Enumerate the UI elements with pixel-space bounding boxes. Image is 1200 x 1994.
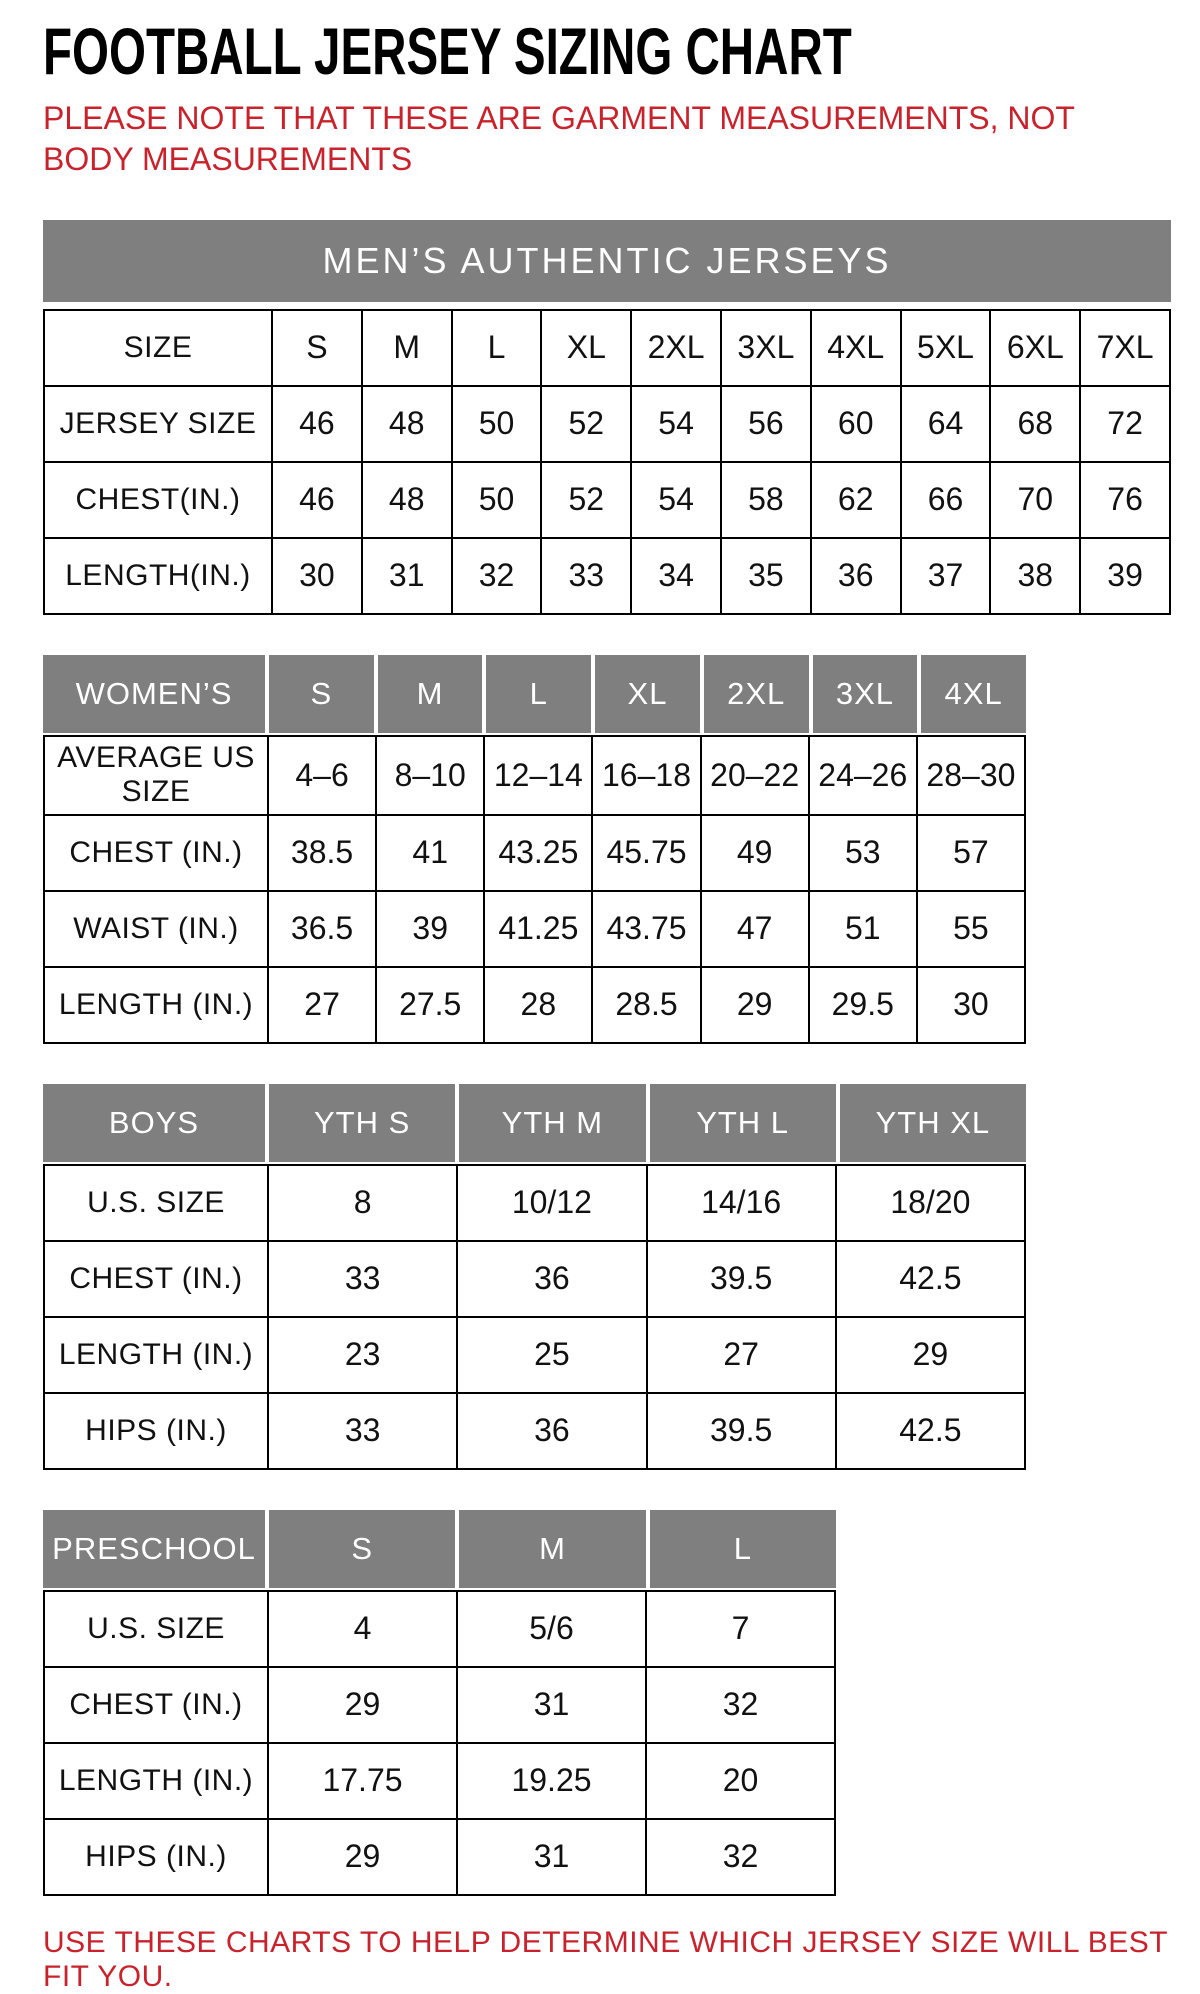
womens-header-cell: 2XL — [704, 655, 809, 733]
boys-header-row — [43, 1084, 1026, 1162]
womens-sizing-table — [43, 655, 1026, 1044]
mens-cell: 3XL — [722, 311, 810, 385]
mens-cell: 33 — [542, 539, 630, 613]
mens-cell: 62 — [812, 463, 900, 537]
preschool-row-label: LENGTH (IN.) — [45, 1744, 267, 1818]
womens-cell: 38.5 — [269, 816, 375, 890]
womens-header-cell: XL — [595, 655, 700, 733]
boys-row-label: LENGTH (IN.) — [45, 1318, 267, 1392]
mens-cell: 39 — [1081, 539, 1169, 613]
boys-cell: 18/20 — [837, 1166, 1024, 1240]
preschool-cell: 20 — [647, 1744, 834, 1818]
preschool-row-label: HIPS (IN.) — [45, 1820, 267, 1894]
womens-cell: 47 — [702, 892, 808, 966]
womens-cell: 29 — [702, 968, 808, 1042]
womens-cell: 28–30 — [918, 737, 1024, 814]
page-title: FOOTBALL JERSEY SIZING CHART — [43, 14, 852, 88]
preschool-header-cell: M — [459, 1510, 645, 1588]
womens-cell: 29.5 — [810, 968, 916, 1042]
mens-cell: 5XL — [902, 311, 990, 385]
boys-cell: 42.5 — [837, 1394, 1024, 1468]
preschool-cell: 19.25 — [458, 1744, 645, 1818]
womens-row-label: CHEST (IN.) — [45, 816, 267, 890]
mens-cell: 50 — [453, 463, 541, 537]
womens-header-row — [43, 655, 1026, 733]
womens-cell: 43.25 — [485, 816, 591, 890]
preschool-row-label: U.S. SIZE — [45, 1592, 267, 1666]
preschool-cell: 29 — [269, 1668, 456, 1742]
preschool-cell: 29 — [269, 1820, 456, 1894]
boys-row-label: U.S. SIZE — [45, 1166, 267, 1240]
preschool-cell: 17.75 — [269, 1744, 456, 1818]
preschool-cell: 32 — [647, 1820, 834, 1894]
womens-cell: 27.5 — [377, 968, 483, 1042]
womens-cell: 41 — [377, 816, 483, 890]
mens-cell: 48 — [363, 463, 451, 537]
mens-cell: 46 — [273, 387, 361, 461]
mens-cell: 52 — [542, 387, 630, 461]
womens-cell: 28.5 — [593, 968, 699, 1042]
preschool-cell: 4 — [269, 1592, 456, 1666]
boys-sizing-table — [43, 1084, 1026, 1470]
preschool-header-cell: L — [650, 1510, 836, 1588]
mens-cell: 37 — [902, 539, 990, 613]
mens-cell: 46 — [273, 463, 361, 537]
mens-row-label: JERSEY SIZE — [45, 387, 271, 461]
womens-cell: 36.5 — [269, 892, 375, 966]
womens-cell: 51 — [810, 892, 916, 966]
boys-cell: 33 — [269, 1394, 456, 1468]
womens-cell: 30 — [918, 968, 1024, 1042]
mens-cell: 36 — [812, 539, 900, 613]
boys-header-cell: YTH L — [650, 1084, 836, 1162]
footer-note: USE THESE CHARTS TO HELP DETERMINE WHICH JERSEY SIZE WILL BEST FIT YOU. — [43, 1925, 1168, 1993]
mens-row-label: CHEST(IN.) — [45, 463, 271, 537]
womens-cell: 55 — [918, 892, 1024, 966]
preschool-cell: 32 — [647, 1668, 834, 1742]
womens-cell: 39 — [377, 892, 483, 966]
mens-cell: 50 — [453, 387, 541, 461]
womens-cell: 27 — [269, 968, 375, 1042]
womens-cell: 8–10 — [377, 737, 483, 814]
mens-row-label: SIZE — [45, 311, 271, 385]
boys-cell: 27 — [648, 1318, 835, 1392]
mens-cell: 32 — [453, 539, 541, 613]
mens-cell: M — [363, 311, 451, 385]
mens-cell: 58 — [722, 463, 810, 537]
boys-cell: 14/16 — [648, 1166, 835, 1240]
preschool-cell: 31 — [458, 1668, 645, 1742]
boys-cell: 39.5 — [648, 1242, 835, 1316]
mens-cell: 30 — [273, 539, 361, 613]
measurement-note: PLEASE NOTE THAT THESE ARE GARMENT MEASUREMENTS, NOT BODY MEASUREMENTS — [43, 100, 1075, 177]
mens-banner: MEN’S AUTHENTIC JERSEYS — [43, 220, 1171, 302]
mens-cell: L — [453, 311, 541, 385]
womens-cell: 45.75 — [593, 816, 699, 890]
boys-cell: 29 — [837, 1318, 1024, 1392]
boys-cell: 8 — [269, 1166, 456, 1240]
mens-cell: 34 — [632, 539, 720, 613]
mens-cell: S — [273, 311, 361, 385]
boys-cell: 39.5 — [648, 1394, 835, 1468]
womens-cell: 4–6 — [269, 737, 375, 814]
mens-cell: 38 — [991, 539, 1079, 613]
womens-cell: 16–18 — [593, 737, 699, 814]
mens-cell: 2XL — [632, 311, 720, 385]
mens-authentic-jerseys-table — [43, 220, 1171, 615]
womens-cell: 12–14 — [485, 737, 591, 814]
mens-cell: 54 — [632, 387, 720, 461]
boys-cell: 36 — [458, 1394, 645, 1468]
womens-row-label: LENGTH (IN.) — [45, 968, 267, 1042]
womens-header-cell: 3XL — [813, 655, 918, 733]
boys-header-cell: YTH S — [269, 1084, 455, 1162]
womens-row-label: AVERAGE US SIZE — [45, 737, 267, 814]
womens-header-cell: M — [378, 655, 483, 733]
womens-header-label: WOMEN’S — [43, 655, 265, 733]
womens-cell: 41.25 — [485, 892, 591, 966]
womens-cell: 57 — [918, 816, 1024, 890]
boys-row-label: HIPS (IN.) — [45, 1394, 267, 1468]
womens-cell: 28 — [485, 968, 591, 1042]
mens-cell: 7XL — [1081, 311, 1169, 385]
mens-cell: 60 — [812, 387, 900, 461]
womens-cell: 43.75 — [593, 892, 699, 966]
womens-cell: 53 — [810, 816, 916, 890]
boys-cell: 33 — [269, 1242, 456, 1316]
boys-row-label: CHEST (IN.) — [45, 1242, 267, 1316]
womens-cell: 24–26 — [810, 737, 916, 814]
mens-cell: 48 — [363, 387, 451, 461]
mens-cell: 64 — [902, 387, 990, 461]
womens-header-cell: L — [486, 655, 591, 733]
boys-body — [43, 1164, 1026, 1470]
mens-cell: 70 — [991, 463, 1079, 537]
boys-header-label: BOYS — [43, 1084, 265, 1162]
boys-cell: 10/12 — [458, 1166, 645, 1240]
boys-header-cell: YTH XL — [840, 1084, 1026, 1162]
preschool-header-cell: S — [269, 1510, 455, 1588]
boys-cell: 42.5 — [837, 1242, 1024, 1316]
womens-cell: 20–22 — [702, 737, 808, 814]
mens-cell: 52 — [542, 463, 630, 537]
mens-cell: 35 — [722, 539, 810, 613]
mens-cell: XL — [542, 311, 630, 385]
womens-header-cell: 4XL — [921, 655, 1026, 733]
womens-cell: 49 — [702, 816, 808, 890]
preschool-cell: 31 — [458, 1820, 645, 1894]
preschool-cell: 5/6 — [458, 1592, 645, 1666]
preschool-body — [43, 1590, 836, 1896]
mens-body — [43, 309, 1171, 615]
preschool-cell: 7 — [647, 1592, 834, 1666]
boys-cell: 23 — [269, 1318, 456, 1392]
mens-cell: 72 — [1081, 387, 1169, 461]
womens-header-cell: S — [269, 655, 374, 733]
preschool-header-label: PRESCHOOL — [43, 1510, 265, 1588]
mens-cell: 66 — [902, 463, 990, 537]
preschool-row-label: CHEST (IN.) — [45, 1668, 267, 1742]
mens-cell: 6XL — [991, 311, 1079, 385]
preschool-header-row — [43, 1510, 836, 1588]
mens-cell: 76 — [1081, 463, 1169, 537]
mens-cell: 56 — [722, 387, 810, 461]
boys-cell: 36 — [458, 1242, 645, 1316]
mens-cell: 31 — [363, 539, 451, 613]
mens-row-label: LENGTH(IN.) — [45, 539, 271, 613]
womens-row-label: WAIST (IN.) — [45, 892, 267, 966]
boys-cell: 25 — [458, 1318, 645, 1392]
womens-body — [43, 735, 1026, 1044]
preschool-sizing-table — [43, 1510, 836, 1896]
boys-header-cell: YTH M — [459, 1084, 645, 1162]
mens-cell: 68 — [991, 387, 1079, 461]
mens-cell: 4XL — [812, 311, 900, 385]
mens-cell: 54 — [632, 463, 720, 537]
